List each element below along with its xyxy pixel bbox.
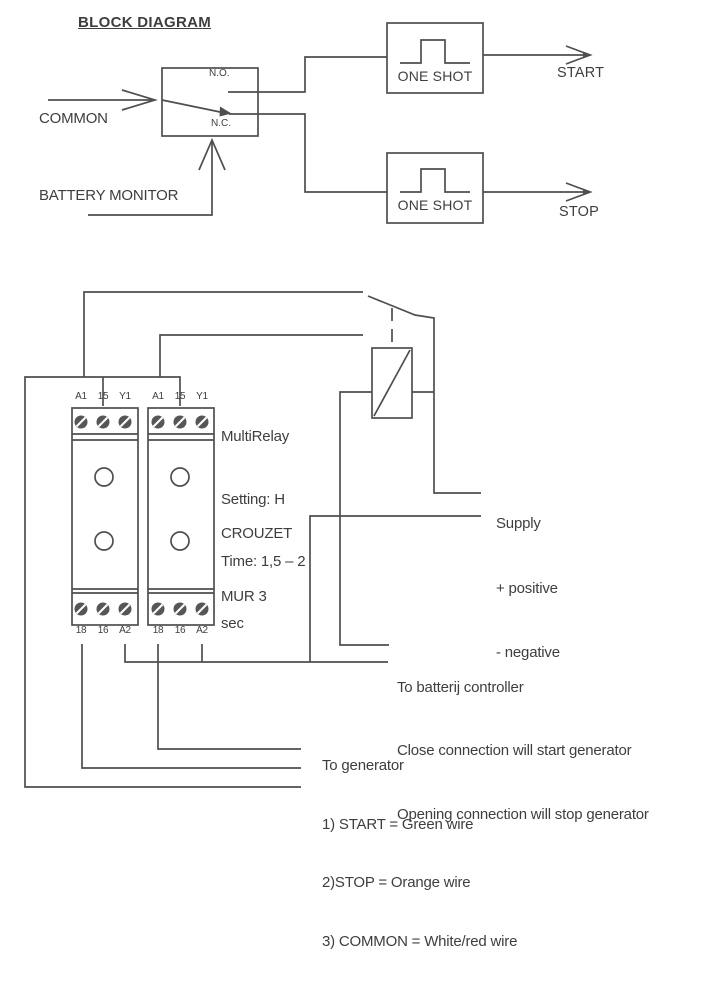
module1-terminal-a1: A1: [75, 391, 87, 402]
module1-terminal-18: 18: [75, 625, 87, 636]
pulse-waveform-icon-start: [400, 40, 470, 63]
common-label: COMMON: [39, 110, 108, 127]
module2-terminal-16: 16: [174, 625, 186, 636]
no-contact-wire: [228, 57, 387, 92]
note-line: Time: 1,5 – 2: [221, 552, 306, 570]
battery-controller-wire: [340, 392, 389, 645]
battery-line: To batterij controller: [397, 678, 524, 696]
model-line: CROUZET: [221, 525, 293, 543]
switch-blade-tip: [220, 107, 232, 117]
generator-line: 1) START = Green wire: [322, 815, 474, 833]
module1-terminal-16: 16: [97, 625, 109, 636]
battery-line: Close connection will start generator: [397, 742, 632, 760]
nc-label: N.C.: [211, 118, 231, 129]
module1-terminal-a2: A2: [119, 625, 131, 636]
generator-line: 3) COMMON = White/red wire: [322, 932, 518, 950]
relay-coil-diagonal: [374, 350, 410, 416]
generator-labels: [322, 717, 517, 990]
supply-line: - negative: [496, 644, 560, 661]
module1-indicator-hole: [95, 468, 113, 486]
module2-indicator-hole: [171, 532, 189, 550]
note-line: MultiRelay: [221, 428, 290, 446]
module1-terminal-y1: Y1: [119, 391, 131, 402]
switch-blade: [162, 100, 225, 113]
block-diagram-title: BLOCK DIAGRAM: [78, 14, 212, 31]
module2-dividers: [148, 434, 214, 593]
nc-contact-wire: [229, 114, 387, 192]
pulse-waveform-icon-stop: [400, 169, 470, 192]
no-label: N.O.: [209, 68, 230, 79]
generator-line: To generator: [322, 757, 404, 774]
stop-label: STOP: [559, 204, 600, 220]
wire-switch-to-module2: [160, 335, 363, 377]
note-line: Setting: H: [221, 490, 285, 508]
model-line: MUR 3: [221, 587, 267, 605]
module2-terminal-18: 18: [152, 625, 164, 636]
module2-terminal-15: 15: [174, 391, 186, 402]
one-shot-start-label: ONE SHOT: [397, 68, 473, 84]
supply-line: + positive: [496, 579, 558, 597]
supply-line: Supply: [496, 515, 541, 532]
module1-dividers: [72, 434, 138, 593]
battery-monitor-label: BATTERY MONITOR: [39, 187, 179, 204]
module1-indicator-hole: [95, 532, 113, 550]
one-shot-stop-label: ONE SHOT: [397, 197, 473, 213]
relay-module-1: [72, 408, 138, 625]
start-label: START: [557, 65, 605, 81]
module2-terminal-y1: Y1: [196, 391, 208, 402]
start-arrow-tip: [583, 52, 593, 59]
relay-module-2: [148, 408, 214, 625]
note-line: sec: [221, 614, 244, 632]
generator-line: 2)STOP = Orange wire: [322, 874, 471, 891]
module2-terminal-a1: A1: [152, 391, 164, 402]
module1-terminal-15: 15: [97, 391, 109, 402]
battery-line: Opening connection will stop generator: [397, 806, 649, 824]
module2-terminal-a2: A2: [196, 625, 208, 636]
stop-arrow-tip: [583, 189, 593, 196]
module2-indicator-hole: [171, 468, 189, 486]
relay-model-note: [221, 483, 292, 649]
